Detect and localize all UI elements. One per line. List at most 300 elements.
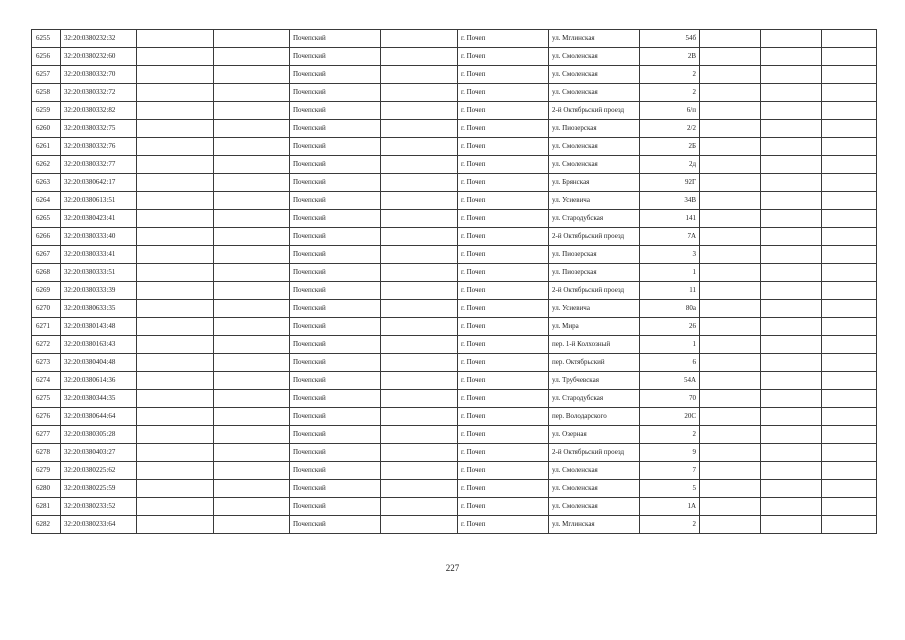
cell-empty <box>381 408 458 426</box>
cell-cadastral-number: 32:20:0380232:60 <box>61 48 137 66</box>
cell-cadastral-number: 32:20:0380403:27 <box>61 444 137 462</box>
cell-empty <box>137 372 214 390</box>
cell-district: Почепский <box>290 498 381 516</box>
cell-empty <box>137 66 214 84</box>
cell-empty <box>700 480 761 498</box>
cell-house-number: 26 <box>640 318 700 336</box>
table-row <box>32 120 877 138</box>
cell-city: г. Почеп <box>458 264 549 282</box>
cell-empty <box>381 426 458 444</box>
cell-empty <box>700 354 761 372</box>
cell-street: ул. Пиозерская <box>549 264 640 282</box>
cell-empty <box>381 84 458 102</box>
cell-empty <box>700 336 761 354</box>
cell-street: ул. Усиевича <box>549 300 640 318</box>
cell-district: Почепский <box>290 372 381 390</box>
cell-empty <box>381 336 458 354</box>
cell-empty <box>761 318 822 336</box>
cell-empty <box>137 264 214 282</box>
cell-street: ул. Трубчевская <box>549 372 640 390</box>
cell-empty <box>381 66 458 84</box>
cell-street: ул. Смоленская <box>549 480 640 498</box>
cell-cadastral-number: 32:20:0380163:43 <box>61 336 137 354</box>
cell-row-number: 6267 <box>32 246 61 264</box>
cell-house-number: 141 <box>640 210 700 228</box>
cell-empty <box>761 192 822 210</box>
cell-empty <box>761 264 822 282</box>
table-row <box>32 318 877 336</box>
cell-empty <box>137 300 214 318</box>
cell-empty <box>214 30 290 48</box>
cell-empty <box>822 318 877 336</box>
cell-cadastral-number: 32:20:0380225:62 <box>61 462 137 480</box>
cell-empty <box>761 210 822 228</box>
cell-cadastral-number: 32:20:0380642:17 <box>61 174 137 192</box>
cell-house-number: 6 <box>640 354 700 372</box>
cell-empty <box>381 210 458 228</box>
cell-empty <box>761 336 822 354</box>
cell-city: г. Почеп <box>458 354 549 372</box>
cell-empty <box>137 336 214 354</box>
cell-empty <box>822 282 877 300</box>
cell-district: Почепский <box>290 30 381 48</box>
cell-street: ул. Смоленская <box>549 48 640 66</box>
cell-row-number: 6273 <box>32 354 61 372</box>
cell-empty <box>381 282 458 300</box>
cell-empty <box>700 66 761 84</box>
cell-empty <box>214 246 290 264</box>
cell-empty <box>137 498 214 516</box>
cell-cadastral-number: 32:20:0380233:52 <box>61 498 137 516</box>
cell-district: Почепский <box>290 246 381 264</box>
cell-street: 2-й Октябрьский проезд <box>549 228 640 246</box>
table-row <box>32 426 877 444</box>
cell-empty <box>214 84 290 102</box>
table-row <box>32 228 877 246</box>
cell-empty <box>700 120 761 138</box>
cell-district: Почепский <box>290 426 381 444</box>
cell-house-number: 34В <box>640 192 700 210</box>
table-row <box>32 210 877 228</box>
cell-empty <box>137 462 214 480</box>
table-row <box>32 66 877 84</box>
cell-empty <box>700 228 761 246</box>
cell-empty <box>137 282 214 300</box>
cell-empty <box>822 246 877 264</box>
cell-cadastral-number: 32:20:0380423:41 <box>61 210 137 228</box>
cell-empty <box>822 390 877 408</box>
cell-street: ул. Смоленская <box>549 138 640 156</box>
cell-empty <box>381 372 458 390</box>
cell-empty <box>761 84 822 102</box>
cell-empty <box>700 444 761 462</box>
cell-empty <box>137 192 214 210</box>
cell-district: Почепский <box>290 282 381 300</box>
cell-cadastral-number: 32:20:0380333:41 <box>61 246 137 264</box>
cell-row-number: 6263 <box>32 174 61 192</box>
cell-row-number: 6261 <box>32 138 61 156</box>
cell-cadastral-number: 32:20:0380143:48 <box>61 318 137 336</box>
cell-street: ул. Стародубская <box>549 390 640 408</box>
cell-cadastral-number: 32:20:0380404:48 <box>61 354 137 372</box>
cell-row-number: 6279 <box>32 462 61 480</box>
cell-house-number: 2д <box>640 156 700 174</box>
cell-empty <box>761 174 822 192</box>
cell-cadastral-number: 32:20:0380644:64 <box>61 408 137 426</box>
cell-row-number: 6269 <box>32 282 61 300</box>
cell-city: г. Почеп <box>458 462 549 480</box>
cell-city: г. Почеп <box>458 246 549 264</box>
cell-street: ул. Смоленская <box>549 84 640 102</box>
cell-row-number: 6258 <box>32 84 61 102</box>
cell-row-number: 6268 <box>32 264 61 282</box>
table-row <box>32 102 877 120</box>
cell-street: 2-й Октябрьский проезд <box>549 444 640 462</box>
cell-row-number: 6257 <box>32 66 61 84</box>
table-row <box>32 264 877 282</box>
cell-empty <box>761 102 822 120</box>
cell-empty <box>381 516 458 534</box>
cell-city: г. Почеп <box>458 516 549 534</box>
cell-empty <box>137 120 214 138</box>
cell-empty <box>137 246 214 264</box>
table-row <box>32 354 877 372</box>
cell-street: ул. Смоленская <box>549 462 640 480</box>
cell-house-number: 2 <box>640 426 700 444</box>
cell-empty <box>214 102 290 120</box>
cell-row-number: 6262 <box>32 156 61 174</box>
cell-empty <box>381 264 458 282</box>
cell-cadastral-number: 32:20:0380305:28 <box>61 426 137 444</box>
cell-district: Почепский <box>290 480 381 498</box>
cell-city: г. Почеп <box>458 138 549 156</box>
cell-street: ул. Усиевича <box>549 192 640 210</box>
cell-empty <box>761 228 822 246</box>
cell-empty <box>761 426 822 444</box>
cell-empty <box>700 390 761 408</box>
cell-district: Почепский <box>290 300 381 318</box>
cell-empty <box>822 300 877 318</box>
cell-cadastral-number: 32:20:0380614:36 <box>61 372 137 390</box>
cell-street: ул. Брянская <box>549 174 640 192</box>
cell-empty <box>137 480 214 498</box>
cell-empty <box>137 426 214 444</box>
cell-empty <box>381 174 458 192</box>
cell-empty <box>137 228 214 246</box>
cell-house-number: 70 <box>640 390 700 408</box>
cell-empty <box>822 264 877 282</box>
cell-street: ул. Озерная <box>549 426 640 444</box>
cell-empty <box>381 354 458 372</box>
cell-empty <box>700 156 761 174</box>
cell-street: пер. Октябрьский <box>549 354 640 372</box>
cell-empty <box>822 192 877 210</box>
cell-empty <box>822 66 877 84</box>
cell-city: г. Почеп <box>458 48 549 66</box>
cell-empty <box>381 102 458 120</box>
cell-house-number: 2Б <box>640 138 700 156</box>
cell-row-number: 6259 <box>32 102 61 120</box>
cell-city: г. Почеп <box>458 192 549 210</box>
cell-row-number: 6264 <box>32 192 61 210</box>
table-body <box>32 30 877 534</box>
cell-empty <box>381 444 458 462</box>
cell-empty <box>381 192 458 210</box>
table-row <box>32 48 877 66</box>
cell-empty <box>214 138 290 156</box>
cell-empty <box>761 444 822 462</box>
cell-city: г. Почеп <box>458 120 549 138</box>
cell-street: ул. Смоленская <box>549 498 640 516</box>
cell-empty <box>700 300 761 318</box>
cell-city: г. Почеп <box>458 318 549 336</box>
cell-city: г. Почеп <box>458 84 549 102</box>
cell-empty <box>700 246 761 264</box>
cell-empty <box>822 408 877 426</box>
cell-empty <box>381 300 458 318</box>
cell-cadastral-number: 32:20:0380232:32 <box>61 30 137 48</box>
table-row <box>32 300 877 318</box>
cell-empty <box>381 30 458 48</box>
cell-empty <box>137 354 214 372</box>
cell-district: Почепский <box>290 354 381 372</box>
registry-table <box>31 29 877 534</box>
cell-empty <box>822 372 877 390</box>
cell-empty <box>381 228 458 246</box>
cell-empty <box>761 246 822 264</box>
cell-city: г. Почеп <box>458 336 549 354</box>
cell-row-number: 6274 <box>32 372 61 390</box>
cell-house-number: 1А <box>640 498 700 516</box>
cell-city: г. Почеп <box>458 156 549 174</box>
cell-district: Почепский <box>290 102 381 120</box>
cell-city: г. Почеп <box>458 30 549 48</box>
table-row <box>32 156 877 174</box>
cell-row-number: 6265 <box>32 210 61 228</box>
cell-cadastral-number: 32:20:0380333:39 <box>61 282 137 300</box>
table-row <box>32 336 877 354</box>
cell-empty <box>761 138 822 156</box>
cell-cadastral-number: 32:20:0380344:35 <box>61 390 137 408</box>
cell-empty <box>822 48 877 66</box>
cell-street: ул. Мира <box>549 318 640 336</box>
cell-district: Почепский <box>290 138 381 156</box>
cell-empty <box>761 282 822 300</box>
cell-row-number: 6271 <box>32 318 61 336</box>
cell-row-number: 6278 <box>32 444 61 462</box>
cell-empty <box>381 462 458 480</box>
cell-empty <box>214 318 290 336</box>
cell-empty <box>700 516 761 534</box>
cell-empty <box>381 390 458 408</box>
cell-district: Почепский <box>290 156 381 174</box>
table-row <box>32 498 877 516</box>
cell-empty <box>822 174 877 192</box>
table-row <box>32 30 877 48</box>
cell-empty <box>700 372 761 390</box>
cell-empty <box>822 516 877 534</box>
cell-empty <box>137 156 214 174</box>
cell-empty <box>214 120 290 138</box>
cell-street: ул. Пиозерская <box>549 120 640 138</box>
cell-city: г. Почеп <box>458 282 549 300</box>
cell-empty <box>214 228 290 246</box>
cell-empty <box>214 408 290 426</box>
cell-cadastral-number: 32:20:0380332:75 <box>61 120 137 138</box>
cell-empty <box>822 84 877 102</box>
cell-house-number: 3 <box>640 246 700 264</box>
cell-house-number: 1 <box>640 264 700 282</box>
cell-district: Почепский <box>290 264 381 282</box>
cell-street: пер. Володарского <box>549 408 640 426</box>
cell-house-number: 2 <box>640 516 700 534</box>
cell-row-number: 6256 <box>32 48 61 66</box>
cell-empty <box>700 84 761 102</box>
cell-empty <box>822 120 877 138</box>
cell-district: Почепский <box>290 210 381 228</box>
cell-empty <box>381 138 458 156</box>
cell-row-number: 6281 <box>32 498 61 516</box>
cell-district: Почепский <box>290 66 381 84</box>
cell-empty <box>822 480 877 498</box>
cell-empty <box>822 228 877 246</box>
cell-district: Почепский <box>290 444 381 462</box>
cell-city: г. Почеп <box>458 390 549 408</box>
table-row <box>32 372 877 390</box>
cell-city: г. Почеп <box>458 372 549 390</box>
cell-cadastral-number: 32:20:0380613:51 <box>61 192 137 210</box>
cell-empty <box>214 480 290 498</box>
cell-cadastral-number: 32:20:0380332:76 <box>61 138 137 156</box>
table-row <box>32 462 877 480</box>
cell-empty <box>214 282 290 300</box>
cell-house-number: 5 <box>640 480 700 498</box>
cell-house-number: 11 <box>640 282 700 300</box>
cell-empty <box>822 336 877 354</box>
cell-empty <box>822 156 877 174</box>
cell-empty <box>214 48 290 66</box>
cell-empty <box>381 498 458 516</box>
cell-empty <box>137 444 214 462</box>
cell-empty <box>761 156 822 174</box>
cell-district: Почепский <box>290 516 381 534</box>
cell-empty <box>700 138 761 156</box>
cell-city: г. Почеп <box>458 102 549 120</box>
cell-empty <box>822 30 877 48</box>
cell-cadastral-number: 32:20:0380332:70 <box>61 66 137 84</box>
cell-empty <box>137 84 214 102</box>
page-number: 227 <box>445 563 460 573</box>
table-row <box>32 174 877 192</box>
cell-empty <box>214 66 290 84</box>
cell-city: г. Почеп <box>458 426 549 444</box>
cell-house-number: 2/2 <box>640 120 700 138</box>
cell-empty <box>700 48 761 66</box>
table-row <box>32 84 877 102</box>
cell-row-number: 6280 <box>32 480 61 498</box>
cell-street: ул. Пиозерская <box>549 246 640 264</box>
cell-empty <box>822 138 877 156</box>
cell-empty <box>700 192 761 210</box>
cell-district: Почепский <box>290 390 381 408</box>
cell-empty <box>214 444 290 462</box>
table-row <box>32 390 877 408</box>
cell-street: ул. Смоленская <box>549 156 640 174</box>
cell-empty <box>822 444 877 462</box>
cell-empty <box>822 426 877 444</box>
cell-empty <box>761 462 822 480</box>
cell-district: Почепский <box>290 174 381 192</box>
cell-empty <box>700 102 761 120</box>
cell-empty <box>214 300 290 318</box>
cell-empty <box>381 156 458 174</box>
cell-empty <box>822 354 877 372</box>
cell-row-number: 6260 <box>32 120 61 138</box>
cell-row-number: 6270 <box>32 300 61 318</box>
cell-empty <box>761 300 822 318</box>
cell-empty <box>214 174 290 192</box>
table-row <box>32 138 877 156</box>
cell-city: г. Почеп <box>458 210 549 228</box>
cell-empty <box>700 318 761 336</box>
cell-empty <box>822 498 877 516</box>
cell-empty <box>381 48 458 66</box>
cell-city: г. Почеп <box>458 300 549 318</box>
cell-house-number: 54б <box>640 30 700 48</box>
cell-empty <box>214 390 290 408</box>
cell-empty <box>214 426 290 444</box>
cell-district: Почепский <box>290 408 381 426</box>
cell-empty <box>761 48 822 66</box>
cell-empty <box>214 192 290 210</box>
cell-empty <box>381 318 458 336</box>
cell-empty <box>137 102 214 120</box>
cell-empty <box>137 516 214 534</box>
cell-row-number: 6276 <box>32 408 61 426</box>
table-row <box>32 246 877 264</box>
cell-cadastral-number: 32:20:0380233:64 <box>61 516 137 534</box>
cell-cadastral-number: 32:20:0380332:82 <box>61 102 137 120</box>
cell-house-number: 2В <box>640 48 700 66</box>
cell-city: г. Почеп <box>458 498 549 516</box>
cell-empty <box>381 480 458 498</box>
cell-district: Почепский <box>290 462 381 480</box>
cell-row-number: 6275 <box>32 390 61 408</box>
cell-city: г. Почеп <box>458 228 549 246</box>
table-row <box>32 516 877 534</box>
cell-house-number: 9 <box>640 444 700 462</box>
cell-house-number: 7А <box>640 228 700 246</box>
cell-empty <box>700 174 761 192</box>
cell-city: г. Почеп <box>458 66 549 84</box>
cell-empty <box>137 30 214 48</box>
cell-cadastral-number: 32:20:0380333:40 <box>61 228 137 246</box>
cell-empty <box>700 210 761 228</box>
cell-empty <box>214 516 290 534</box>
cell-house-number: 1 <box>640 336 700 354</box>
cell-house-number: 20С <box>640 408 700 426</box>
cell-house-number: 80а <box>640 300 700 318</box>
cell-street: ул. Мглинская <box>549 516 640 534</box>
cell-empty <box>381 246 458 264</box>
cell-house-number: 6/п <box>640 102 700 120</box>
cell-house-number: 2 <box>640 66 700 84</box>
cell-street: ул. Мглинская <box>549 30 640 48</box>
cell-street: пер. 1-й Колхозный <box>549 336 640 354</box>
cell-empty <box>214 372 290 390</box>
cell-empty <box>700 282 761 300</box>
cell-empty <box>214 336 290 354</box>
